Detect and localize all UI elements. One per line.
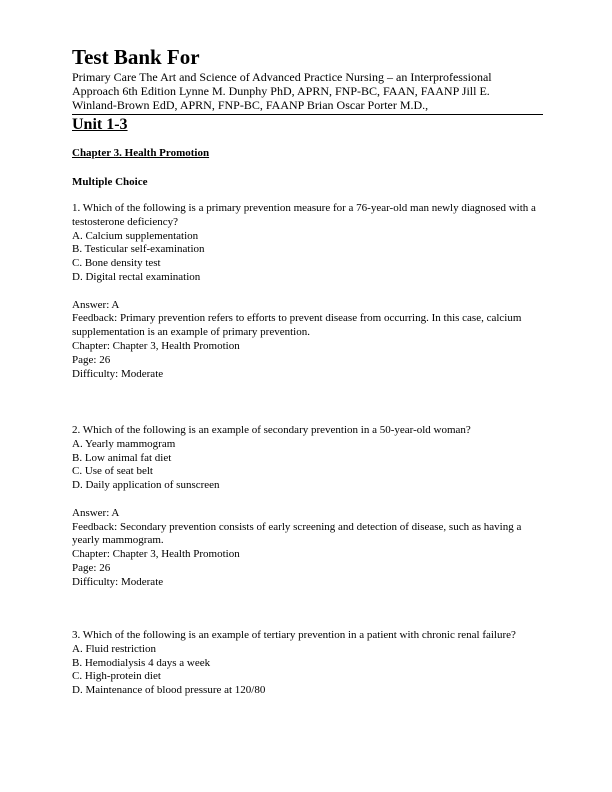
answer-chapter: Chapter: Chapter 3, Health Promotion [72,548,240,561]
answer-option-b: B. Hemodialysis 4 days a week [72,656,211,669]
answer-feedback: Feedback: Secondary prevention consists of early screening and detection of disease, such as having a yearly mammogram. [72,520,522,547]
question-stem: 3. Which of the following is an example of tertiary prevention in a patient with chronic renal failure? [72,629,516,641]
document-subtitle: Primary Care The Art and Science of Advanced Practice Nursing – an Interprofessional Approach 6th Edition Lynne M. Dunphy PhD, APRN, FNP-BC, FAAN, FAANP Jill E. Winland-Brown EdD, APRN, FNP-BC, FAANP Brian Oscar Porter M.D., [72,70,492,112]
answer-option-b: B. Low animal fat diet [72,451,172,464]
answer-difficulty: Difficulty: Moderate [72,367,164,380]
answer-key: Answer: A [72,506,120,519]
answer-page: Page: 26 [72,353,111,366]
answer-chapter: Chapter: Chapter 3, Health Promotion [72,339,240,352]
answer-option-a: A. Calcium supplementation [72,229,199,242]
question-1 [72,202,542,381]
unit-heading: Unit 1-3 [72,116,128,133]
answer-difficulty: Difficulty: Moderate [72,575,164,588]
answer-option-b: B. Testicular self-examination [72,243,205,256]
header-divider [72,114,543,115]
answer-option-d: D. Maintenance of blood pressure at 120/80 [72,684,266,697]
answer-option-d: D. Digital rectal examination [72,270,201,283]
question-stem: 2. Which of the following is an example of secondary prevention in a 50-year-old woman? [72,424,471,436]
answer-block [72,299,542,382]
answer-block [72,507,542,590]
question-stem: 1. Which of the following is a primary prevention measure for a 76-year-old man newly diagnosed with a testosterone deficiency? [72,202,536,228]
answer-option-c: C. Bone density test [72,257,161,270]
answer-option-a: A. Yearly mammogram [72,437,176,450]
answer-option-c: C. High-protein diet [72,670,161,683]
question-2 [72,424,542,590]
answer-feedback: Feedback: Primary prevention refers to efforts to prevent disease from occurring. In this case, calcium supplementation is an example of primary prevention. [72,312,522,339]
document-title: Test Bank For [72,45,200,69]
section-heading: Multiple Choice [72,176,148,188]
chapter-heading: Chapter 3. Health Promotion [72,147,210,159]
answer-option-c: C. Use of seat belt [72,465,153,478]
answer-option-a: A. Fluid restriction [72,642,157,655]
answer-key: Answer: A [72,298,120,311]
answer-option-d: D. Daily application of sunscreen [72,479,220,492]
answer-page: Page: 26 [72,561,111,574]
question-3 [72,629,542,698]
